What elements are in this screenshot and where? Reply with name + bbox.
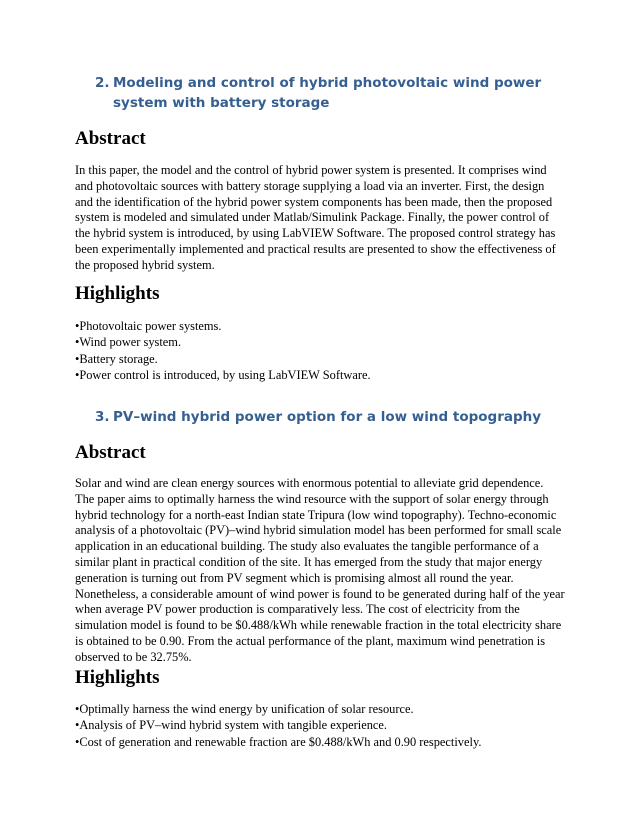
list-item: •Photovoltaic power systems. <box>75 319 222 333</box>
section-2-highlights-heading: Highlights <box>75 283 160 304</box>
section-2-abstract-heading: Abstract <box>75 128 146 149</box>
section-3-title-text: PV–wind hybrid power option for a low wind topography <box>113 409 542 425</box>
section-3-abstract-text: Solar and wind are clean energy sources with enormous potential to alleviate grid dependence. The paper aims to optimally harness the wind resource with the support of solar energy through hybrid technology for a north-east Indian state Tripura (low wind topography). Techno-economic analysis of a photovoltaic (PV)–wind hybrid simulation model has been performed for small scale application in an educational building. The study also evaluates the tangible performance of a similar plant in practical condition of the site. It has emerged from the study that major energy generation is turning out from PV segment which is promising almost all round the year. Nonetheless, a considerable amount of wind power is found to be generated during half of the year when average PV power production is comparatively less. The cost of electricity from the simulation model is found to be $0.488/kWh while renewable fraction in the total electricity share is obtained to be 0.90. From the actual performance of the plant, maximum wind penetration is observed to be 32.75%. <box>75 476 565 664</box>
section-3-title <box>95 407 565 427</box>
section-3-highlights-list <box>75 701 565 750</box>
section-3-abstract-heading: Abstract <box>75 442 146 463</box>
section-3-number: 3. <box>95 409 110 425</box>
section-2-number: 2. <box>95 75 110 91</box>
list-item: •Battery storage. <box>75 351 158 366</box>
section-2-title <box>95 73 565 113</box>
section-2-highlights-list <box>75 318 565 383</box>
section-2-title-text: Modeling and control of hybrid photovoltaic wind power system with battery storage <box>113 75 542 111</box>
list-item: •Cost of generation and renewable fraction are $0.488/kWh and 0.90 respectively. <box>75 734 482 749</box>
list-item: •Optimally harness the wind energy by unification of solar resource. <box>75 702 414 716</box>
list-item: •Wind power system. <box>75 335 182 350</box>
section-3-highlights-heading: Highlights <box>75 667 160 688</box>
section-2-abstract-text: In this paper, the model and the control of hybrid power system is presented. It comprises wind and photovoltaic sources with battery storage supplying a load via an inverter. First, the design and the identification of the hybrid power system components has been made, then the proposed system is modeled and simulated under Matlab/Simulink Package. Finally, the power control of the hybrid system is introduced, by using LabVIEW Software. The proposed control strategy has been experimentally implemented and practical results are presented to show the effectiveness of the proposed hybrid system. <box>75 163 556 272</box>
list-item: •Power control is introduced, by using LabVIEW Software. <box>75 367 371 382</box>
list-item: •Analysis of PV–wind hybrid system with tangible experience. <box>75 718 387 733</box>
